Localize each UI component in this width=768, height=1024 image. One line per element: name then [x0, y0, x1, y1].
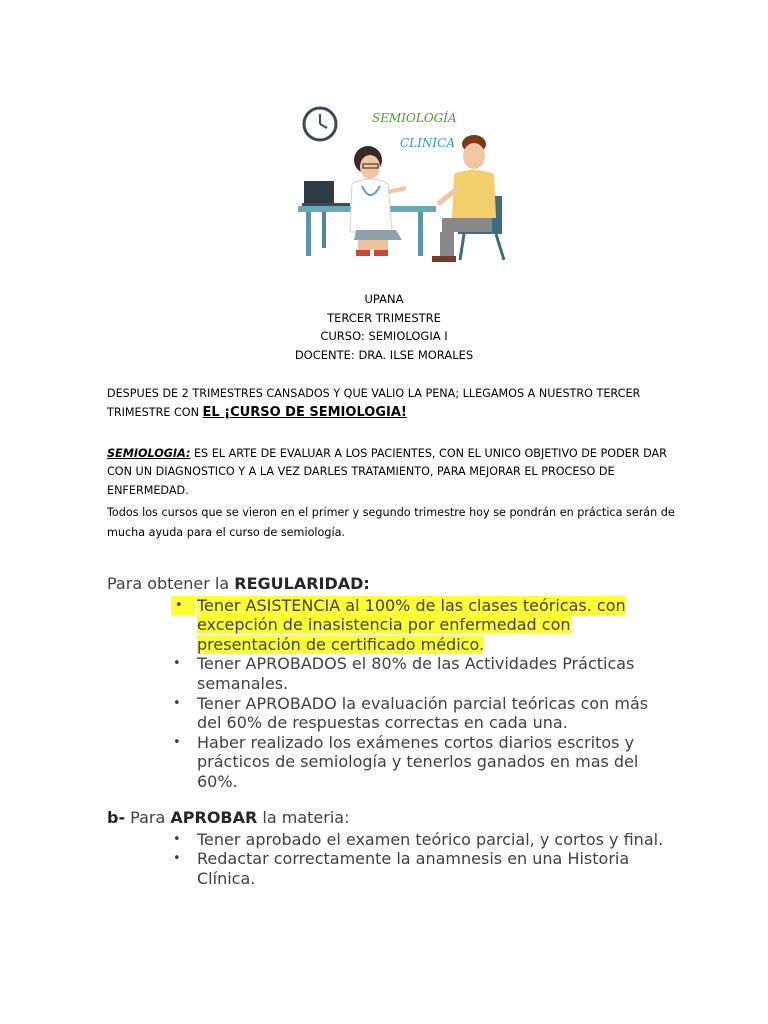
regularidad-list	[107, 596, 687, 792]
patient-figure	[432, 135, 504, 262]
aprobar-label: b-	[107, 808, 126, 827]
list-item	[107, 654, 667, 693]
bullet-icon: •	[173, 656, 181, 672]
list-item-text: Tener APROBADO la evaluación parcial teóricas con más del 60% de respuestas correctas en cada una.	[197, 693, 649, 733]
list-item	[107, 849, 667, 888]
intro-text: DESPUES DE 2 TRIMESTRES CANSADOS Y QUE VALIO LA PENA; LLEGAMOS A NUESTRO TERCER TRIMESTRE CON	[107, 387, 641, 419]
definition-text: ES EL ARTE DE EVALUAR A LOS PACIENTES, CON EL UNICO OBJETIVO DE PODER DAR CON UN DIAGNOSTICO Y A LA VEZ DARLES TRATAMIENTO, PARA MEJORAR EL PROCESO DE ENFERMEDAD.	[107, 447, 667, 497]
intro-emphasis: EL ¡CURSO DE SEMIOLOGIA!	[202, 405, 407, 420]
list-item-text: Redactar correctamente la anamnesis en una Historia Clínica.	[197, 849, 630, 888]
regularidad-prefix: Para obtener la	[107, 574, 235, 593]
list-item	[107, 596, 667, 655]
list-item	[107, 830, 667, 850]
intro-paragraph	[107, 384, 677, 422]
header-illustration	[292, 92, 516, 268]
bullet-icon: •	[173, 695, 181, 711]
regularidad-title: REGULARIDAD:	[234, 574, 370, 593]
aprobar-title: APROBAR	[170, 808, 258, 827]
list-item	[107, 733, 667, 792]
list-item-text: Tener aprobado el examen teórico parcial, y cortos y final.	[197, 829, 664, 849]
clock-icon	[304, 108, 336, 140]
course-label: CURSO: SEMIOLOGIA I	[320, 329, 448, 343]
aprobar-list	[107, 830, 687, 889]
aprobar-prefix: Para	[125, 808, 171, 827]
definition-term: SEMIOLOGIA:	[107, 447, 191, 460]
teacher-label: DOCENTE: DRA. ILSE MORALES	[294, 347, 474, 362]
regularidad-section	[107, 574, 687, 792]
list-item-text: Tener APROBADOS el 80% de las Actividades Prácticas semanales.	[197, 654, 635, 693]
institution-name: UPANA	[364, 292, 404, 306]
bullet-icon: •	[175, 597, 183, 613]
document-header	[0, 290, 768, 364]
regularidad-heading	[107, 574, 687, 594]
list-item-text: Haber realizado los exámenes cortos diarios escritos y prácticos de semiología y tenerlos ganados en mas del 60%.	[197, 732, 639, 791]
doctor-figure	[350, 146, 406, 256]
bullet-icon: •	[173, 851, 181, 867]
bullet-icon: •	[173, 734, 181, 750]
list-item-text: Tener ASISTENCIA al 100% de las clases teóricas. con excepción de inasistencia por enfermedad con presentación de certificado médico.	[197, 595, 626, 654]
laptop-icon	[302, 181, 350, 206]
banner-line2: CLINICA	[400, 136, 455, 150]
aprobar-heading	[107, 808, 687, 828]
aprobar-section	[107, 808, 687, 888]
definition-paragraph	[107, 445, 677, 543]
term-label: TERCER TRIMESTRE	[327, 310, 441, 325]
definition-note: Todos los cursos que se vieron en el primer y segundo trimestre hoy se pondrán en práctica serán de mucha ayuda para el curso de semiología.	[107, 505, 675, 539]
list-item	[107, 694, 667, 733]
doctor-patient-illustration	[292, 92, 516, 268]
aprobar-suffix: la materia:	[257, 808, 350, 827]
banner-line1: SEMIOLOGÍA	[372, 111, 457, 125]
bullet-icon: •	[173, 831, 181, 847]
